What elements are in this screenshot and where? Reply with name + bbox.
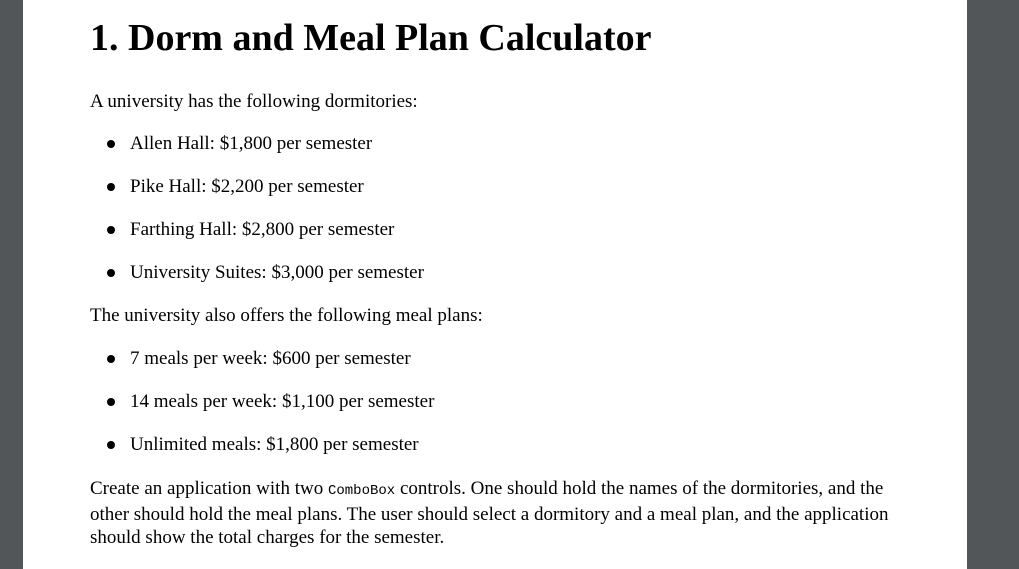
bullet-icon <box>107 398 115 406</box>
bullet-icon <box>107 355 115 363</box>
bullet-icon <box>107 140 115 148</box>
dorm-list <box>90 132 424 304</box>
bullet-icon <box>107 441 115 449</box>
meal-plan-list <box>90 347 434 476</box>
page-title: 1. Dorm and Meal Plan Calculator <box>90 17 652 59</box>
bullet-icon <box>107 183 115 191</box>
list-item: Allen Hall: $1,800 per semester <box>90 132 424 155</box>
list-item: Pike Hall: $2,200 per semester <box>90 175 424 198</box>
meals-intro: The university also offers the following meal plans: <box>90 305 483 326</box>
bullet-icon <box>107 226 115 234</box>
list-item: 7 meals per week: $600 per semester <box>90 347 434 370</box>
combobox-code: ComboBox <box>327 483 396 499</box>
document-page <box>23 0 967 569</box>
dorms-intro: A university has the following dormitories: <box>90 91 418 112</box>
instructions-paragraph: Create an application with two ComboBox controls. One should hold the names of the dormitories, and the other should hold the meal plans. The user should select a dormitory and a meal plan, and the application should show the total charges for the semester. <box>90 478 889 548</box>
list-item: Farthing Hall: $2,800 per semester <box>90 218 424 241</box>
list-item: Unlimited meals: $1,800 per semester <box>90 433 434 456</box>
bullet-icon <box>107 269 115 277</box>
list-item: University Suites: $3,000 per semester <box>90 261 424 284</box>
list-item: 14 meals per week: $1,100 per semester <box>90 390 434 413</box>
